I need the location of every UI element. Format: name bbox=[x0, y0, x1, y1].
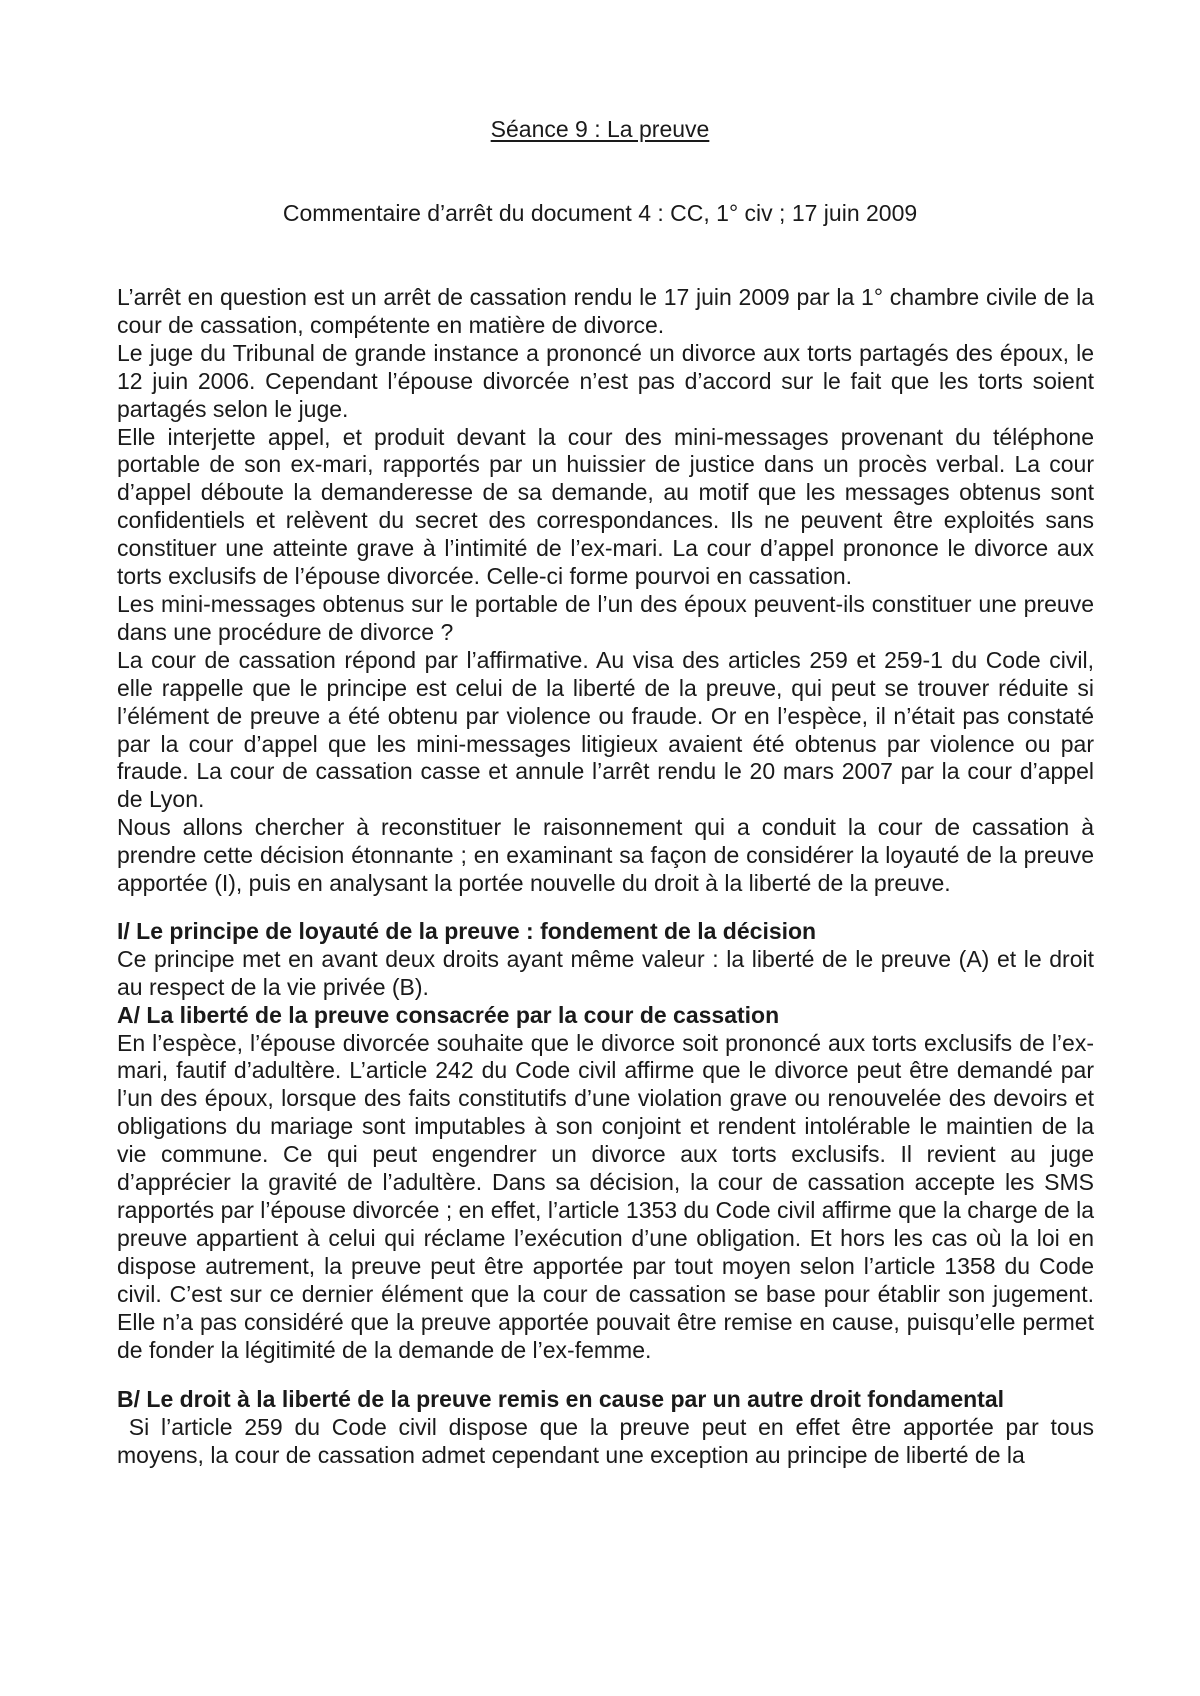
intro-paragraph: La cour de cassation répond par l’affirmative. Au visa des articles 259 et 259-1 du Code civil, elle rappelle que le principe est celui de la liberté de la preuve, qui peut se trouver réduite si l’élément de preuve a été obtenu par violence ou fraude. Or en l’espèce, il n’était pas constaté par la cour d’appel que les mini-messages litigieux avaient été obtenus par violence ou par fraude. La cour de cassation casse et annule l’arrêt rendu le 20 mars 2007 par la cour d’appel de Lyon. bbox=[117, 646, 1094, 813]
section-b-text: Si l’article 259 du Code civil dispose que la preuve peut en effet être apportée par tous moyens, la cour de cassation admet cependant une exception au principe de liberté de la bbox=[117, 1414, 1101, 1469]
section-b-heading: B/ Le droit à la liberté de la preuve remis en cause par un autre droit fondamental bbox=[117, 1386, 1005, 1413]
document-title: Séance 9 : La preuve bbox=[490, 116, 710, 142]
intro-paragraph: Le juge du Tribunal de grande instance a prononcé un divorce aux torts partagés des époux, le 12 juin 2006. Cependant l’épouse divorcée n’est pas d’accord sur le fait que les torts soient partagés selon le juge. bbox=[117, 339, 1094, 422]
document-body bbox=[117, 284, 1101, 1470]
part-one-heading: I/ Le principe de loyauté de la preuve : fondement de la décision bbox=[117, 917, 817, 944]
section-a-text: En l’espèce, l’épouse divorcée souhaite que le divorce soit prononcé aux torts exclusifs de l’ex-mari, fautif d’adultère. L’article 242 du Code civil affirme que le divorce peut être demandé par l’un des époux, lorsque des faits constitutifs d’une violation grave ou renouvelée des devoirs et obligations du mariage sont imputables à son conjoint et rendent intolérable le maintien de la vie commune. Ce qui peut engendrer un divorce aux torts exclusifs. Il revient au juge d’apprécier la gravité de l’adultère. Dans sa décision, la cour de cassation accepte les SMS rapportés par l’épouse divorcée ; en effet, l’article 1353 du Code civil affirme que la charge de la preuve appartient à celui qui réclame l’exécution d’une obligation. Et hors les cas où la loi en dispose autrement, la preuve peut être apportée par tout moyen selon l’article 1358 du Code civil. C’est sur ce dernier élément que la cour de cassation se base pour établir son jugement. Elle n’a pas considéré que la preuve apportée pouvait être remise en cause, puisqu’elle permet de fonder la légitimité de la demande de l’ex-femme. bbox=[117, 1029, 1094, 1363]
intro-paragraph: Elle interjette appel, et produit devant la cour des mini-messages provenant du téléphone portable de son ex-mari, rapportés par un huissier de justice dans un procès verbal. La cour d’appel déboute la demanderesse de sa demande, au motif que les messages obtenus sont confidentiels et relèvent du secret des correspondances. Ils ne peuvent être exploités sans constituer une atteinte grave à l’intimité de l’ex-mari. La cour d’appel prononce le divorce aux torts exclusifs de l’épouse divorcée. Celle-ci forme pourvoi en cassation. bbox=[117, 423, 1094, 590]
document-subtitle: Commentaire d’arrêt du document 4 : CC, 1° civ ; 17 juin 2009 bbox=[282, 200, 918, 226]
part-one-intro: Ce principe met en avant deux droits ayant même valeur : la liberté de le preuve (A) et le droit au respect de la vie privée (B). bbox=[117, 945, 1094, 1000]
problem-statement: Les mini-messages obtenus sur le portable de l’un des époux peuvent-ils constituer une preuve dans une procédure de divorce ? bbox=[117, 590, 1094, 645]
spacer bbox=[117, 1364, 1094, 1386]
spacer bbox=[117, 898, 1094, 918]
intro-paragraph: L’arrêt en question est un arrêt de cassation rendu le 17 juin 2009 par la 1° chambre civile de la cour de cassation, compétente en matière de divorce. bbox=[117, 284, 1094, 338]
section-a-heading: A/ La liberté de la preuve consacrée par la cour de cassation bbox=[117, 1001, 780, 1028]
plan-announcement: Nous allons chercher à reconstituer le raisonnement qui a conduit la cour de cassation à prendre cette décision étonnante ; en examinant sa façon de considérer la loyauté de la preuve apportée (I), puis en analysant la portée nouvelle du droit à la liberté de la preuve. bbox=[117, 814, 1094, 897]
